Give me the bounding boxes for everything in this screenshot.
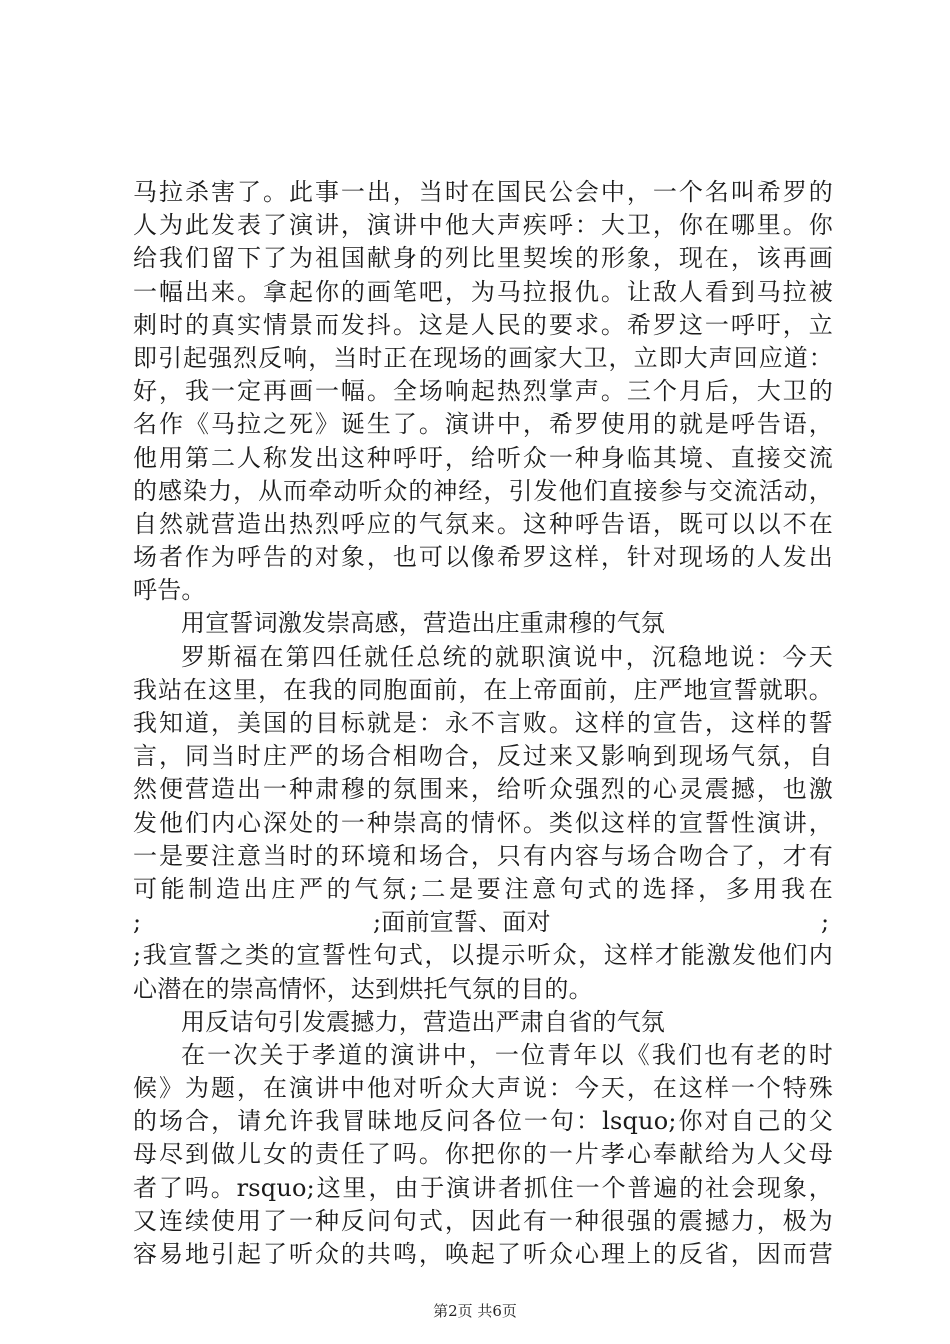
text-line: 者了吗。rsquo;这里，由于演讲者抓住一个普遍的社会现象，: [133, 1173, 833, 1202]
text-line: 给我们留下了为祖国献身的列比里契埃的形象，现在，该再画: [133, 244, 833, 273]
text-line: 一幅出来。拿起你的画笔吧，为马拉报仇。让敌人看到马拉被: [133, 277, 833, 306]
text-line: 我站在这里，在我的同胞面前，在上帝面前，庄严地宣誓就职。: [133, 675, 833, 704]
text-line: 候》为题，在演讲中他对听众大声说：今天，在这样一个特殊: [133, 1074, 833, 1103]
text-line: 呼告。: [133, 576, 206, 605]
text-line: 即引起强烈反响，当时正在现场的画家大卫，立即大声回应道：: [133, 343, 833, 372]
text-line: 名作《马拉之死》诞生了。演讲中，希罗使用的就是呼告语，: [133, 410, 833, 439]
text-line: 的场合，请允许我冒昧地反问各位一句：lsquo;你对自己的父: [133, 1107, 833, 1136]
text-line: 可能制造出庄严的气氛;二是要注意句式的选择，多用我在: [133, 874, 833, 903]
text-line: 容易地引起了听众的共鸣，唤起了听众心理上的反省，因而营: [133, 1240, 833, 1268]
text-line: 发他们内心深处的一种崇高的情怀。类似这样的宣誓性演讲，: [133, 808, 833, 837]
split-text-line: [133, 906, 833, 939]
page-number: 第2页 共6页: [433, 1302, 517, 1320]
text-line: 场者作为呼告的对象，也可以像希罗这样，针对现场的人发出: [133, 543, 833, 572]
text-line: 又连续使用了一种反问句式，因此有一种很强的震撼力，极为: [133, 1206, 833, 1235]
text-line: 一是要注意当时的环境和场合，只有内容与场合吻合了，才有: [133, 841, 833, 870]
paragraph-first-line: 罗斯福在第四任就任总统的就职演说中，沉稳地说：今天: [181, 642, 833, 671]
text-line: 马拉杀害了。此事一出，当时在国民公会中，一个名叫希罗的: [133, 178, 833, 206]
text-line: 然便营造出一种肃穆的氛围来，给听众强烈的心灵震撼，也激: [133, 775, 833, 804]
paragraph-first-line: 在一次关于孝道的演讲中，一位青年以《我们也有老的时: [181, 1040, 833, 1069]
text-line: 心潜在的崇高情怀，达到烘托气氛的目的。: [133, 974, 593, 1003]
section-heading: 用反诘句引发震撼力，营造出严肃自省的气氛: [181, 1007, 665, 1036]
text-line: 刺时的真实情景而发抖。这是人民的要求。希罗这一呼吁，立: [133, 310, 833, 339]
text-line: 言，同当时庄严的场合相吻合，反过来又影响到现场气氛，自: [133, 742, 833, 771]
split-part-2: ;面前宣誓、面对: [373, 908, 551, 937]
text-line: 人为此发表了演讲，演讲中他大声疾呼：大卫，你在哪里。你: [133, 211, 833, 240]
text-line: 的感染力，从而牵动听众的神经，引发他们直接参与交流活动，: [133, 476, 833, 505]
body-text: [133, 176, 833, 1271]
split-part-3: ;: [821, 908, 830, 937]
text-line: 我知道，美国的目标就是：永不言败。这样的宣告，这样的誓: [133, 709, 833, 737]
text-line: 母尽到做儿女的责任了吗。你把你的一片孝心奉献给为人父母: [133, 1140, 833, 1169]
text-line: ;我宣誓之类的宣誓性句式，以提示听众，这样才能激发他们内: [133, 941, 833, 970]
section-heading: 用宣誓词激发崇高感，营造出庄重肃穆的气氛: [181, 609, 665, 638]
text-line: 自然就营造出热烈呼应的气氛来。这种呼告语，既可以以不在: [133, 509, 833, 538]
split-part-1: ;: [133, 908, 142, 937]
text-line: 他用第二人称发出这种呼吁，给听众一种身临其境、直接交流: [133, 443, 833, 472]
text-line: 好，我一定再画一幅。全场响起热烈掌声。三个月后，大卫的: [133, 377, 833, 406]
